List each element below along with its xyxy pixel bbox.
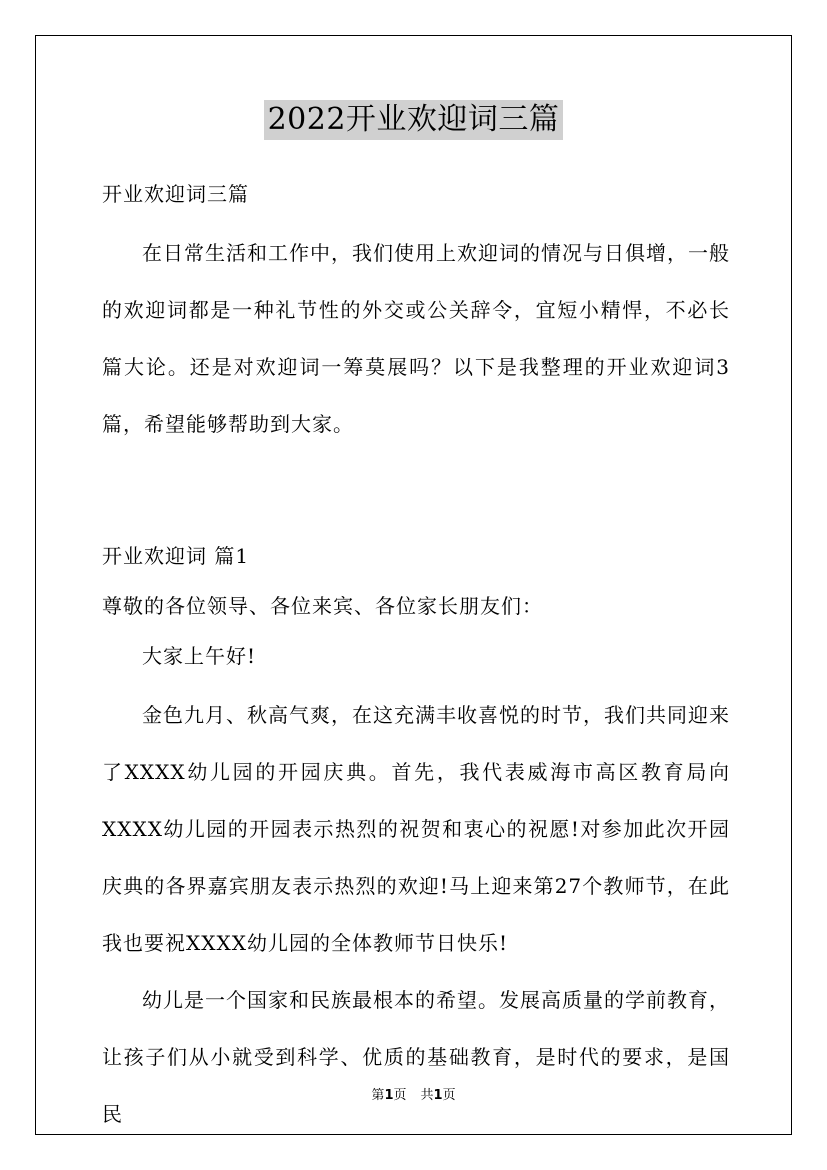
document-title: 2022开业欢迎词三篇 <box>264 100 564 140</box>
intro-paragraph: 在日常生活和工作中，我们使用上欢迎词的情况与日俱增，一般的欢迎词都是一种礼节性的外交或公关辞令，宜短小精悍，不必长篇大论。还是对欢迎词一筹莫展吗？以下是我整理的开业欢迎词3篇，希望能够帮助到大家。 <box>102 241 730 436</box>
total-prefix: 共 <box>420 1088 434 1103</box>
page-prefix: 第 <box>371 1088 385 1103</box>
body-paragraph-2: 幼儿是一个国家和民族最根本的希望。发展高质量的学前教育，让孩子们从小就受到科学、优质的基础教育，是时代的要求，是国民 <box>102 988 730 1126</box>
document-body <box>102 175 730 1143</box>
spacer <box>102 453 730 537</box>
body-paragraph-1: 金色九月、秋高气爽，在这充满丰收喜悦的时节，我们共同迎来了XXXX幼儿园的开园庆典。首先，我代表威海市高区教育局向XXXX幼儿园的开园表示热烈的祝贺和衷心的祝愿!对参加此次开园庆典的各界嘉宾朋友表示热烈的欢迎!马上迎来第27个教师节，在此我也要祝XXXX幼儿园的全体教师节日快乐! <box>102 703 730 955</box>
page-total: 1 <box>433 1088 443 1103</box>
document-subtitle: 开业欢迎词三篇 <box>102 182 249 206</box>
greeting: 大家上午好! <box>142 644 257 668</box>
page-suffix: 页 <box>393 1088 407 1103</box>
salutation: 尊敬的各位领导、各位来宾、各位家长朋友们： <box>102 594 543 618</box>
page-footer <box>0 1084 827 1103</box>
total-suffix: 页 <box>442 1088 456 1103</box>
spacer <box>102 575 730 587</box>
page-current: 1 <box>384 1088 394 1103</box>
spacer <box>102 625 730 637</box>
spacer <box>102 675 730 687</box>
section-heading: 开业欢迎词 篇1 <box>102 544 250 568</box>
spacer <box>102 213 730 225</box>
title-container <box>0 100 827 140</box>
